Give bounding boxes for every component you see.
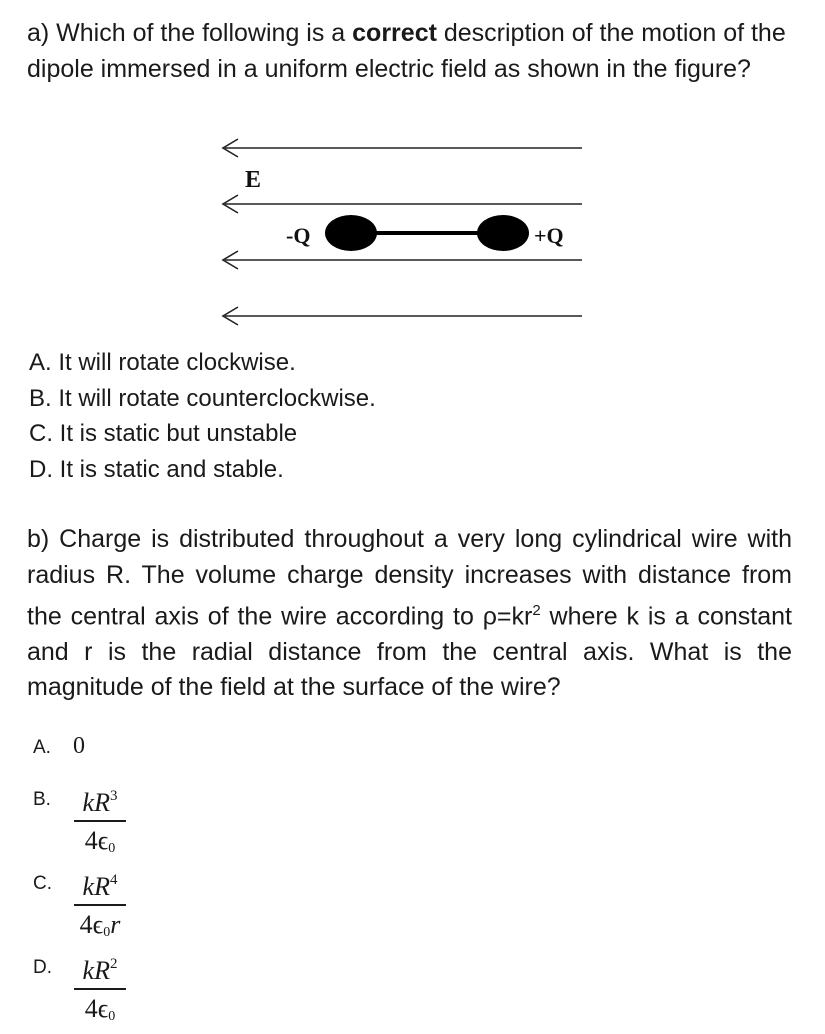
question-a-prefix: a) Which of the following is a [27,19,353,47]
question-b-text-before: b) Charge is distributed throughout a very long cylindrical wire with radius R. The volume charge density increases with distance from the central axis of the wire according to ρ=kr [27,525,792,631]
question-b-text-after: where k is a constant and r is the radial distance from the central axis. What is the magnitude of the field at the surface of the wire? [27,602,792,702]
options-a-list [29,345,376,487]
option-b-D-fraction [74,949,126,1034]
option-a-C[interactable]: C. It is static but unstable [29,420,298,447]
pos-charge-label: +Q [534,223,564,248]
option-b-D-letter: D. [33,957,52,978]
option-b-B-fraction [74,781,126,866]
option-b-D-numerator: $kR^2$ [82,956,118,985]
option-b-C-letter: C. [33,873,52,894]
option-b-A-letter: A. [33,737,51,758]
option-b-B-letter: B. [33,789,51,810]
question-b-text [27,522,792,706]
option-b-D-denominator: $4\epsilon_0$ [84,993,116,1024]
option-a-D[interactable]: D. It is static and stable. [29,455,284,483]
fraction-bar [74,904,126,906]
option-b-B-numerator: $kR^3$ [82,788,118,817]
dipole-figure [0,0,825,340]
field-label: E [245,167,262,193]
option-b-A-value: 0 [73,733,85,759]
option-a-A[interactable]: A. It will rotate clockwise. [29,349,296,376]
fraction-bar [74,988,126,990]
question-a-suffix: description of the motion of the dipole immersed in a uniform electric field as shown in the figure? [27,19,786,83]
option-a-B[interactable]: B. It will rotate counterclockwise. [29,384,376,412]
option-b-C-fraction [74,865,126,950]
positive-charge [477,215,529,251]
option-b-C-denominator: $4\epsilon_0r$ [79,909,121,940]
question-a-emphasis: correct [352,19,437,47]
option-b-B-denominator: $4\epsilon_0$ [84,825,116,856]
negative-charge [325,215,377,251]
question-b-sup: 2 [532,602,541,619]
fraction-bar [74,820,126,822]
neg-charge-label: -Q [286,223,311,248]
option-b-C-numerator: $kR^4$ [82,872,118,901]
